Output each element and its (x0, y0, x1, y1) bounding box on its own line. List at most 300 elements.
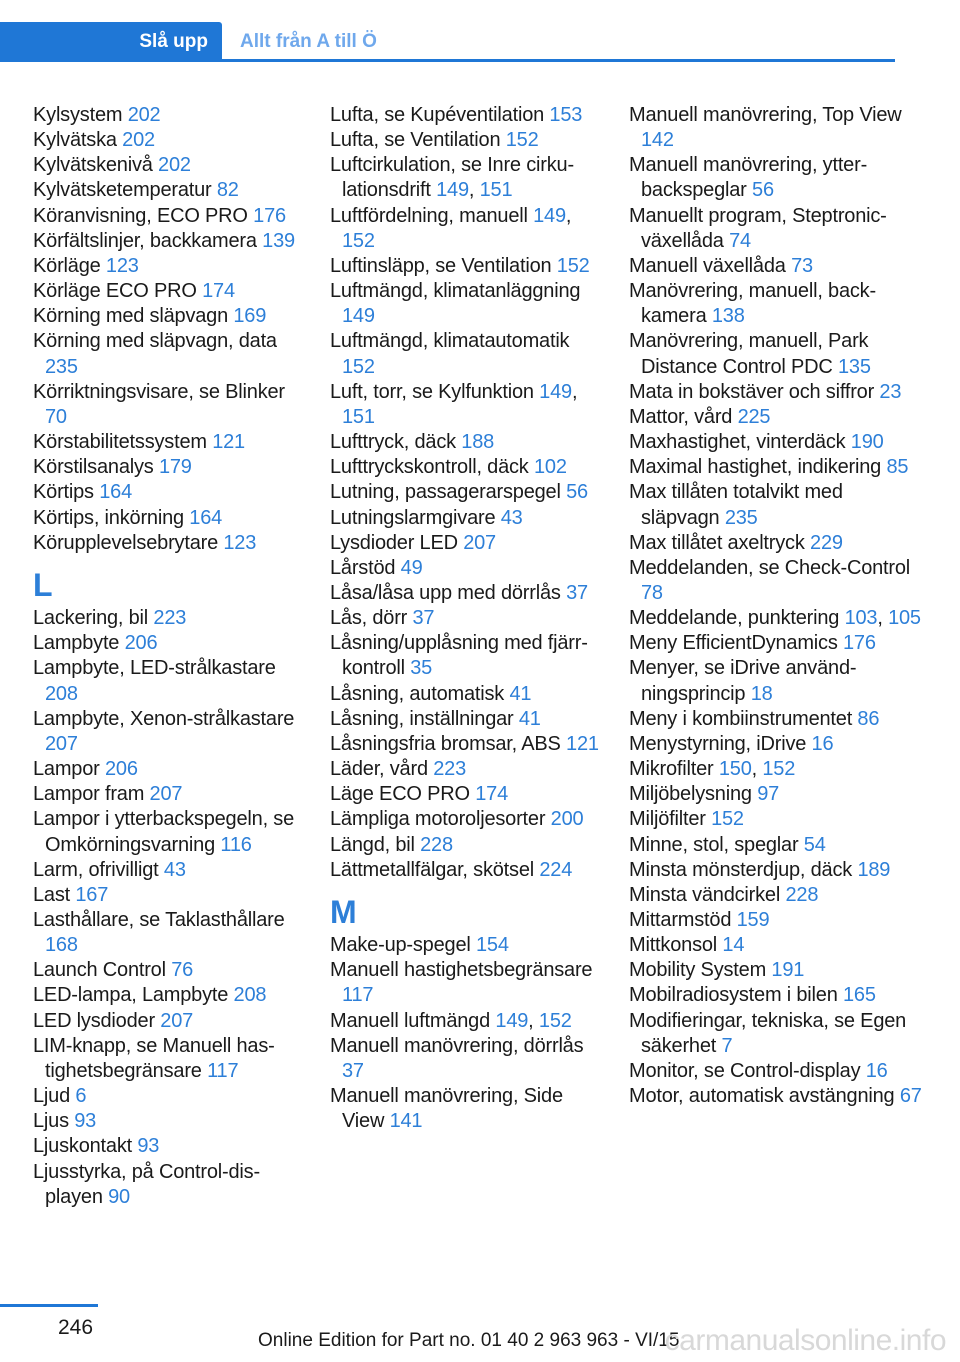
page-reference-link[interactable]: 121 (212, 431, 245, 454)
page-reference-link[interactable]: 174 (202, 280, 235, 303)
index-entry (330, 279, 605, 329)
index-term: Larm, ofrivilligt (33, 858, 159, 881)
index-entry (330, 556, 605, 581)
index-entry (330, 506, 605, 531)
index-entry (33, 1109, 303, 1134)
page-reference-link[interactable]: 16 (811, 732, 834, 755)
page-reference-link[interactable]: 229 (810, 531, 843, 554)
page-reference-link[interactable]: 207 (160, 1009, 194, 1032)
page-reference-link[interactable]: 202 (127, 104, 161, 126)
page-reference-link[interactable]: 169 (233, 305, 267, 328)
index-term: Lampbyte (33, 632, 120, 655)
index-entry (330, 430, 605, 455)
index-entry (330, 581, 605, 606)
index-entry (330, 128, 605, 153)
page-reference-link[interactable]: 102 (533, 456, 567, 479)
index-entry (629, 329, 924, 379)
index-term: Körläge ECO PRO (33, 280, 197, 303)
page-reference-link[interactable]: 152 (556, 254, 590, 277)
index-term: Miljöbelysning (629, 783, 752, 806)
index-entry (330, 455, 605, 480)
page-reference-link[interactable]: 117 (342, 984, 374, 1007)
page-reference-link[interactable]: 86 (857, 707, 880, 730)
index-letter-heading: M (330, 893, 357, 930)
index-entry (629, 883, 924, 908)
index-term: Lutning, passagerarspegel (330, 481, 561, 504)
page-reference-link[interactable]: 23 (879, 380, 902, 403)
page-reference-link[interactable]: 208 (45, 682, 78, 705)
page-reference-link[interactable]: 56 (566, 481, 588, 504)
header-tabs (0, 22, 895, 62)
index-term: Mobilradiosystem i bilen (629, 984, 838, 1007)
index-term: Lampbyte, LED-strålkastare (33, 657, 276, 680)
index-entry (629, 556, 924, 606)
index-entry (629, 833, 924, 858)
index-term: Manuell luftmängd (330, 1009, 491, 1032)
page-reference-link[interactable]: 188 (461, 431, 495, 454)
index-term: Launch Control (33, 959, 166, 982)
page-reference-link[interactable]: 152 (342, 229, 375, 252)
page-reference-link[interactable]: 37 (412, 607, 435, 630)
index-term: Mattor, vård (629, 405, 733, 428)
index-entry (629, 807, 924, 832)
page-reference-link[interactable]: 191 (771, 959, 805, 982)
index-term: Kylvätsketemperatur (33, 179, 212, 202)
page-reference-link[interactable]: 135 (838, 355, 871, 378)
page-reference-link[interactable]: 152 (342, 355, 375, 378)
index-term: Ljuskontakt (33, 1135, 132, 1158)
index-entry (629, 254, 924, 279)
page-reference-link[interactable]: 176 (843, 632, 876, 655)
page-reference-link[interactable]: 235 (724, 506, 758, 529)
page-reference-link[interactable]: 151 (479, 179, 513, 202)
index-term: Lampbyte, Xenon-strålkastare (33, 707, 295, 730)
page-reference-link[interactable]: 41 (509, 682, 532, 705)
index-term: Meddelande, punktering (629, 607, 840, 630)
index-term: Menystyrning, iDrive (629, 732, 807, 755)
index-term: Mikrofilter (629, 758, 714, 781)
index-entry (33, 958, 303, 983)
index-entry (629, 933, 924, 958)
index-entry (33, 304, 303, 329)
index-entry (629, 858, 924, 883)
index-term: Lämpliga motoroljesorter (330, 808, 546, 831)
page-reference-link[interactable]: 223 (153, 607, 187, 630)
index-entry (629, 405, 924, 430)
page-reference-link[interactable]: 14 (722, 934, 745, 957)
page-reference-link[interactable]: 153 (549, 104, 583, 126)
index-entry (330, 807, 605, 832)
index-entry (33, 1160, 303, 1210)
index-entry (629, 782, 924, 807)
index-entry (330, 531, 605, 556)
page-reference-link[interactable]: 93 (74, 1110, 97, 1133)
index-entry (330, 103, 605, 128)
index-term: Körstilsanalys (33, 456, 154, 479)
header-divider (0, 59, 895, 62)
index-term: Lysdioder LED (330, 531, 458, 554)
page-reference-link[interactable]: 159 (736, 909, 770, 931)
index-term: Luftfördelning, manuell (330, 204, 528, 227)
page-reference-link[interactable]: 200 (550, 808, 584, 831)
page-reference-link[interactable]: 152 (762, 758, 796, 781)
index-entry (330, 682, 605, 707)
index-entry (33, 506, 303, 531)
page-reference-link[interactable]: 149 (436, 179, 469, 202)
page-reference-link[interactable]: 165 (842, 984, 876, 1007)
page-reference-link[interactable]: 235 (45, 355, 78, 378)
page-reference-link[interactable]: 103 (844, 607, 878, 630)
index-entry (330, 707, 605, 732)
page-reference-link[interactable]: 116 (220, 833, 252, 856)
index-entry: Meddelande, punktering 103, 105 (629, 607, 921, 630)
page-reference-link[interactable]: 174 (475, 783, 509, 806)
index-entry (33, 153, 303, 178)
page-reference-link[interactable]: 70 (45, 405, 67, 428)
index-entry (330, 933, 605, 958)
index-entry (629, 732, 924, 757)
index-term: Luftinsläpp, se Ventilation (330, 254, 552, 277)
index-entry: Luftfördelning, manuell 149, 152 (330, 204, 572, 252)
page-reference-link[interactable]: 56 (752, 179, 774, 202)
index-entry (330, 782, 605, 807)
watermark: carmanualsonline.info (664, 1324, 946, 1357)
index-term: Manuell växellåda (629, 254, 786, 277)
page-reference-link[interactable]: 207 (149, 783, 183, 806)
index-term: Mata in bokstäver och siffror (629, 380, 875, 403)
index-entry (330, 1084, 605, 1134)
index-entry (33, 1009, 303, 1034)
index-column-1 (33, 103, 303, 1210)
page-reference-link[interactable]: 93 (137, 1135, 160, 1158)
page-reference-link[interactable]: 85 (886, 456, 909, 479)
edition-text: Online Edition for Part no. 01 40 2 963 963 - VI/15 (258, 1330, 680, 1351)
index-term: Lampor fram (33, 783, 145, 806)
index-term: Körriktningsvisare, se Blinker (33, 380, 285, 403)
page-reference-link[interactable]: 208 (233, 984, 267, 1007)
tab-sla-upp[interactable]: Slå upp (0, 22, 222, 62)
index-term: Luft, torr, se Kylfunktion (330, 380, 534, 403)
index-term: Låsningsfria bromsar, ABS (330, 732, 561, 755)
index-entry (33, 279, 303, 304)
index-entry (330, 1034, 605, 1084)
index-term: Låsning, automatisk (330, 682, 505, 705)
index-term: LED lysdioder (33, 1009, 155, 1032)
page-reference-link[interactable]: 90 (108, 1185, 130, 1208)
index-entry (33, 656, 303, 706)
index-term: Låsning, inställningar (330, 707, 514, 730)
page-reference-link[interactable]: 123 (105, 254, 139, 277)
page-reference-link[interactable]: 206 (104, 758, 138, 781)
page-reference-link[interactable]: 225 (737, 405, 771, 428)
page-reference-link[interactable]: 152 (505, 129, 539, 152)
index-term: Ljud (33, 1085, 71, 1108)
page-reference-link[interactable]: 151 (342, 405, 375, 428)
index-term: Minsta vändcirkel (629, 883, 781, 906)
index-entry (33, 531, 303, 556)
page-reference-link[interactable]: 150 (718, 758, 752, 781)
index-term: Låsning/upplåsning med fjärrkontroll (330, 632, 588, 680)
tab-allt-fran-a-till-o[interactable]: Allt från A till Ö (240, 31, 377, 52)
footer-divider (0, 1304, 98, 1307)
index-term: Mobility System (629, 959, 767, 982)
index-entry: Mikrofilter 150, 152 (629, 758, 796, 781)
page-reference-link[interactable]: 152 (711, 808, 744, 831)
index-term: Make-up-spegel (330, 934, 471, 957)
page-reference-link[interactable]: 123 (223, 531, 257, 554)
index-entry: Manuell luftmängd 149, 152 (330, 1009, 572, 1032)
index-term: Motor, automatisk avstängning (629, 1085, 895, 1108)
page-reference-link[interactable]: 179 (158, 456, 192, 479)
index-term: Manuell hastighetsbegränsare (330, 959, 593, 982)
index-term: Maxhastighet, vinterdäck (629, 431, 846, 454)
index-entry (629, 1059, 924, 1084)
index-term: Körupplevelsebrytare (33, 531, 218, 554)
index-term: Lampor i ytterbackspegeln, se Omkörningsvarning (33, 808, 295, 856)
index-term: Menyer, se iDrive användningsprincip (629, 657, 857, 705)
index-entry (629, 908, 924, 933)
index-term: Köranvisning, ECO PRO (33, 204, 248, 227)
page-reference-link[interactable]: 154 (475, 934, 509, 957)
page-reference-link[interactable]: 54 (803, 833, 826, 856)
index-entry (33, 782, 303, 807)
page-reference-link[interactable]: 67 (899, 1085, 922, 1108)
page-reference-link[interactable]: 164 (189, 506, 223, 529)
page-reference-link[interactable]: 41 (518, 707, 541, 730)
index-term: Luftmängd, klimatanläggning (330, 280, 581, 303)
index-entry (33, 103, 303, 128)
page-reference-link[interactable]: 74 (729, 229, 751, 252)
page-reference-link[interactable]: 138 (711, 305, 745, 328)
index-term: Lasthållare, se Taklasthållare (33, 908, 285, 931)
index-entry (33, 254, 303, 279)
index-entry: Luft, torr, se Kylfunktion 149, 151 (330, 380, 578, 428)
page-reference-link[interactable]: 6 (75, 1085, 87, 1108)
page-reference-link[interactable]: 152 (538, 1009, 572, 1032)
page-reference-link[interactable]: 176 (253, 204, 286, 227)
index-entry (330, 833, 605, 858)
page-reference-link[interactable]: 121 (566, 732, 599, 755)
index-entry (330, 858, 605, 883)
index-entry (629, 455, 924, 480)
index-entry (629, 656, 924, 706)
index-term: Låsa/låsa upp med dörrlås (330, 581, 561, 604)
index-term: LED-lampa, Lampbyte (33, 984, 229, 1007)
page-reference-link[interactable]: 168 (45, 934, 78, 957)
index-entry (33, 204, 303, 229)
index-term: Meny EfficientDynamics (629, 632, 838, 655)
page-reference-link[interactable]: 78 (641, 581, 663, 604)
index-entry (33, 480, 303, 505)
index-term: Lufta, se Ventilation (330, 129, 501, 152)
index-entry (33, 1134, 303, 1159)
page-reference-link[interactable]: 190 (850, 431, 884, 454)
page-reference-link[interactable]: 149 (533, 204, 566, 227)
index-entry (330, 958, 605, 1008)
index-term: Manövrering, manuell, Park Distance Control PDC (629, 330, 869, 378)
index-term: Lutningslarmgivare (330, 506, 496, 529)
index-term: Meddelanden, se Check-Control (629, 556, 911, 579)
index-entry (33, 430, 303, 455)
index-entry (330, 732, 605, 757)
index-entry (33, 178, 303, 203)
page-reference-link[interactable]: 149 (495, 1009, 529, 1032)
index-column-3 (629, 103, 924, 1109)
page-reference-link[interactable]: 7 (721, 1034, 733, 1057)
index-term: Manuell manövrering, Side View (330, 1085, 563, 1133)
index-term: Manuell manövrering, dörrlås (330, 1034, 584, 1057)
index-entry (330, 254, 605, 279)
index-term: Monitor, se Control-display (629, 1059, 861, 1082)
index-entry (33, 983, 303, 1008)
index-term: Lås, dörr (330, 607, 408, 630)
index-entry (629, 380, 924, 405)
index-entry (33, 1084, 303, 1109)
index-term: Körning med släpvagn, data (33, 330, 277, 353)
page-reference-link[interactable]: 141 (389, 1110, 423, 1133)
index-term: Manuell manövrering, ytterbackspeglar (629, 154, 868, 202)
page-reference-link[interactable]: 202 (122, 129, 155, 152)
index-entry (330, 606, 605, 631)
page-reference-link[interactable]: 139 (262, 229, 295, 252)
index-term: Max tillåten totalvikt med släpvagn (629, 481, 843, 529)
page-reference-link[interactable]: 223 (433, 758, 467, 781)
index-entry (629, 430, 924, 455)
index-entry (33, 1034, 303, 1084)
index-term: Minsta mönsterdjup, däck (629, 858, 853, 881)
index-column-2 (330, 103, 605, 1134)
index-term: Körfältslinjer, backkamera (33, 229, 257, 252)
index-term: Lampor (33, 758, 100, 781)
index-entry (33, 631, 303, 656)
index-letter-heading: L (33, 566, 53, 603)
index-entry (33, 606, 303, 631)
index-entry (629, 1084, 924, 1109)
index-entry (629, 958, 924, 983)
index-entry (33, 908, 303, 958)
index-term: Lufttryckskontroll, däck (330, 456, 529, 479)
page-reference-link[interactable]: 43 (500, 506, 523, 529)
index-term: Manuell manövrering, Top View (629, 104, 902, 126)
index-term: Meny i kombiinstrumentet (629, 707, 853, 730)
page-reference-link[interactable]: 49 (400, 556, 423, 579)
index-term: Körtips (33, 481, 94, 504)
index-entry (629, 480, 924, 530)
index-entry (629, 707, 924, 732)
page-reference-link[interactable]: 167 (75, 883, 109, 906)
index-term: Körning med släpvagn (33, 305, 229, 328)
index-entry (33, 128, 303, 153)
page-reference-link[interactable]: 37 (566, 581, 588, 604)
index-entry (629, 983, 924, 1008)
index-term: Lackering, bil (33, 607, 149, 630)
index-entry (629, 279, 924, 329)
page-reference-link[interactable]: 142 (641, 129, 674, 152)
index-term: Läge ECO PRO (330, 783, 470, 806)
page-reference-link[interactable]: 207 (45, 732, 78, 755)
page-reference-link[interactable]: 105 (888, 607, 921, 630)
index-entry: Luftcirkulation, se Inre cirkulationsdrift 149, 151 (330, 154, 575, 202)
index-term: Manövrering, manuell, backkamera (629, 280, 877, 328)
index-entry (330, 631, 605, 681)
index-term: Kylvätskenivå (33, 154, 153, 177)
index-entry (629, 531, 924, 556)
page-reference-link[interactable]: 224 (539, 858, 573, 881)
index-term: Mittkonsol (629, 934, 718, 957)
page-reference-link[interactable]: 164 (99, 481, 132, 504)
page-reference-link[interactable]: 97 (757, 783, 780, 806)
page-reference-link[interactable]: 202 (158, 154, 191, 177)
index-term: Kylvätska (33, 129, 117, 152)
index-entry (33, 858, 303, 883)
page-reference-link[interactable]: 228 (420, 833, 453, 856)
index-term: Last (33, 883, 71, 906)
index-term: LIM-knapp, se Manuell hastighetsbegränsare (33, 1034, 275, 1082)
index-entry (330, 480, 605, 505)
index-term: Maximal hastighet, indikering (629, 456, 882, 479)
page-reference-link[interactable]: 149 (539, 380, 572, 403)
index-term: Körtips, inkörning (33, 506, 184, 529)
index-entry (33, 380, 303, 430)
index-term: Luftmängd, klimatautomatik (330, 330, 570, 353)
index-term: Längd, bil (330, 833, 415, 856)
index-entry (629, 204, 924, 254)
index-term: Manuellt program, Steptronic-växellåda (629, 204, 887, 252)
page-reference-link[interactable]: 149 (342, 305, 375, 328)
index-term: Lufttryck, däck (330, 431, 456, 454)
index-term: Ljus (33, 1110, 69, 1133)
index-entry (629, 153, 924, 203)
index-term: Ljusstyrka, på Control-displayen (33, 1160, 261, 1208)
index-entry (33, 807, 303, 857)
page-reference-link[interactable]: 43 (163, 858, 186, 881)
page-reference-link[interactable]: 117 (207, 1059, 239, 1082)
index-entry (330, 329, 605, 379)
page-reference-link[interactable]: 189 (857, 858, 891, 881)
page-reference-link[interactable]: 16 (865, 1059, 888, 1082)
page-reference-link[interactable]: 35 (410, 657, 433, 680)
index-entry (33, 229, 303, 254)
index-term: Lårstöd (330, 556, 396, 579)
index-entry (629, 631, 924, 656)
index-term: Miljöfilter (629, 808, 706, 831)
index-term: Körläge (33, 254, 101, 277)
index-term: Lufta, se Kupéventilation (330, 104, 545, 126)
page-reference-link[interactable]: 206 (124, 632, 158, 655)
page-number: 246 (58, 1316, 94, 1339)
page-reference-link[interactable]: 73 (791, 254, 813, 277)
index-term: Minne, stol, speglar (629, 833, 799, 856)
index-term: Körstabilitetssystem (33, 431, 207, 454)
index-term: Luftcirkulation, se Inre cirkulationsdrift (330, 154, 575, 202)
index-entry (33, 707, 303, 757)
index-entry (33, 455, 303, 480)
index-term: Läder, vård (330, 758, 428, 781)
index-entry (330, 757, 605, 782)
page-reference-link[interactable]: 76 (171, 959, 194, 982)
page-reference-link[interactable]: 82 (216, 179, 239, 202)
index-term: Lättmetallfälgar, skötsel (330, 858, 534, 881)
index-entry (629, 1009, 924, 1059)
index-entry (629, 103, 924, 153)
page-reference-link[interactable]: 37 (342, 1059, 364, 1082)
index-entry (33, 329, 303, 379)
page-reference-link[interactable]: 207 (463, 531, 496, 554)
page-reference-link[interactable]: 228 (785, 883, 819, 906)
index-entry (33, 757, 303, 782)
page-reference-link[interactable]: 18 (750, 682, 773, 705)
index-term: Kylsystem (33, 104, 123, 126)
